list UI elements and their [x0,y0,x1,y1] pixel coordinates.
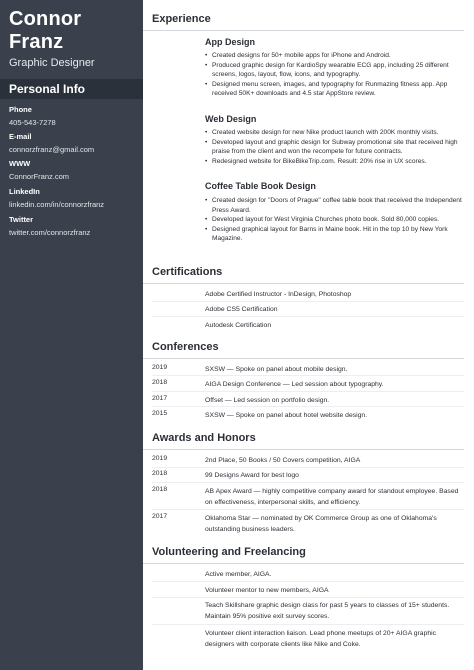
info-value[interactable]: ConnorFranz.com [9,172,70,181]
bullet-item: • Created design for "Doors of Prague" coffee table book that received the Independent Press Award. [205,196,467,215]
certification-text: Adobe Certified Instructor - InDesign, Photoshop [205,291,352,298]
bullet-item: • Developed layout for West Virginia Churches photo book. Sold 80,000 copies. [205,215,467,225]
info-phone [9,105,139,128]
description: AIGA Design Conference — Led session about typography. [205,381,384,388]
info-value[interactable]: linkedin.com/in/connorzfranz [9,200,105,209]
bullet-item: • Developed layout and graphic design for Subway promotional site that received high praise from the client and won the recompete for future contracts. [205,138,467,157]
description: SXSW — Spoke on panel about mobile design. [205,366,348,373]
section-divider [143,563,464,564]
row-divider [152,406,464,407]
section-divider [143,449,464,450]
row-divider [152,581,464,582]
bullet-item: • Created website design for new Nike product launch with 200K monthly visits. [205,128,467,138]
certification-text: Autodesk Certification [205,322,272,329]
year: 2018 [152,379,168,386]
section-divider [143,283,464,284]
name-last: Franz [9,31,64,53]
info-value[interactable]: connorzfranz@gmail.com [9,145,95,154]
bullet-item: • Redesigned website for BikeBikeTrip.com. Result: 20% rise in UX scores. [205,157,467,167]
name-first: Connor [9,8,82,30]
info-linkedin [9,187,139,210]
year: 2019 [152,455,168,462]
row-divider [152,482,464,483]
section-title-awards: Awards and Honors [152,432,256,444]
description: 2nd Place, 50 Books / 50 Covers competition, AIGA [205,457,361,464]
info-label: LinkedIn [9,187,40,196]
sidebar [0,0,143,670]
description: 99 Designs Award for best logo [205,472,299,479]
volunteering-text: Volunteer client interaction liaison. Lead phone meetups of 20+ AIGA graphic designers with corporate clients like Nike and Coke. [205,630,437,648]
bullet-item: • Designed graphical layout for Barns in Maine book. Hit in the top 10 by New York Magazine. [205,225,467,244]
job-title-web-design: Web Design [205,114,257,124]
row-divider [152,597,464,598]
description: AB Apex Award — highly competitive company award for standout employee. Based on effectiveness, interpersonal skills, and efficiency. [205,488,459,506]
year: 2015 [152,410,168,417]
bullet-item: • Designed menu screen, images, and typography for Runmazing fitness app. App received 50K+ downloads and 4.5 star AppStore review. [205,80,467,99]
row-divider [152,467,464,468]
candidate-name [9,8,81,54]
description: Offset — Led session on portfolio design. [205,397,330,404]
row-divider [152,316,464,317]
bullet-item: • Produced graphic design for KardioSpy wearable ECG app, including 25 different screens, logos, layout, flow, icons, and typography. [205,61,467,80]
description: SXSW — Spoke on panel about hotel website design. [205,412,368,419]
info-label: WWW [9,159,31,168]
job-bullets-coffee-table-book [205,196,467,244]
job-bullets-app-design [205,51,467,99]
certification-text: Adobe CS5 Certification [205,306,278,313]
info-value[interactable]: twitter.com/connorzfranz [9,228,91,237]
year: 2017 [152,395,168,402]
info-value[interactable]: 405-543-7278 [9,118,56,127]
year: 2019 [152,364,168,371]
row-divider [152,624,464,625]
section-title-experience: Experience [152,13,211,25]
section-title-certifications: Certifications [152,266,223,278]
job-bullets-web-design [205,128,467,166]
job-title-subtitle: Graphic Designer [9,57,95,69]
section-divider [143,30,464,31]
row-divider [152,301,464,302]
info-email [9,132,139,155]
section-title-volunteering: Volunteering and Freelancing [152,546,306,558]
year: 2018 [152,470,168,477]
volunteering-text: Active member, AIGA. [205,571,272,578]
job-title-coffee-table-book: Coffee Table Book Design [205,181,316,191]
row-divider [152,509,464,510]
section-divider [143,358,464,359]
bullet-item: • Created designs for 50+ mobile apps for iPhone and Android. [205,51,467,61]
volunteering-text: Teach Skillshare graphic design class for past 5 years to classes of 15+ students. Maintain 95% positive exit survey scores. [205,602,450,620]
info-label: Twitter [9,215,34,224]
row-divider [152,391,464,392]
info-label: E-mail [9,132,32,141]
description: Oklahoma Star — nominated by OK Commerce Group as one of Oklahoma's outstanding business leaders. [205,515,437,533]
job-title-app-design: App Design [205,37,256,47]
personal-info-header: Personal Info [0,79,143,99]
info-www [9,159,139,182]
row-divider [152,375,464,376]
volunteering-text: Volunteer mentor to new members, AIGA [205,587,329,594]
year: 2018 [152,486,168,493]
info-twitter [9,215,139,238]
section-title-conferences: Conferences [152,341,219,353]
year: 2017 [152,513,168,520]
info-label: Phone [9,105,32,114]
